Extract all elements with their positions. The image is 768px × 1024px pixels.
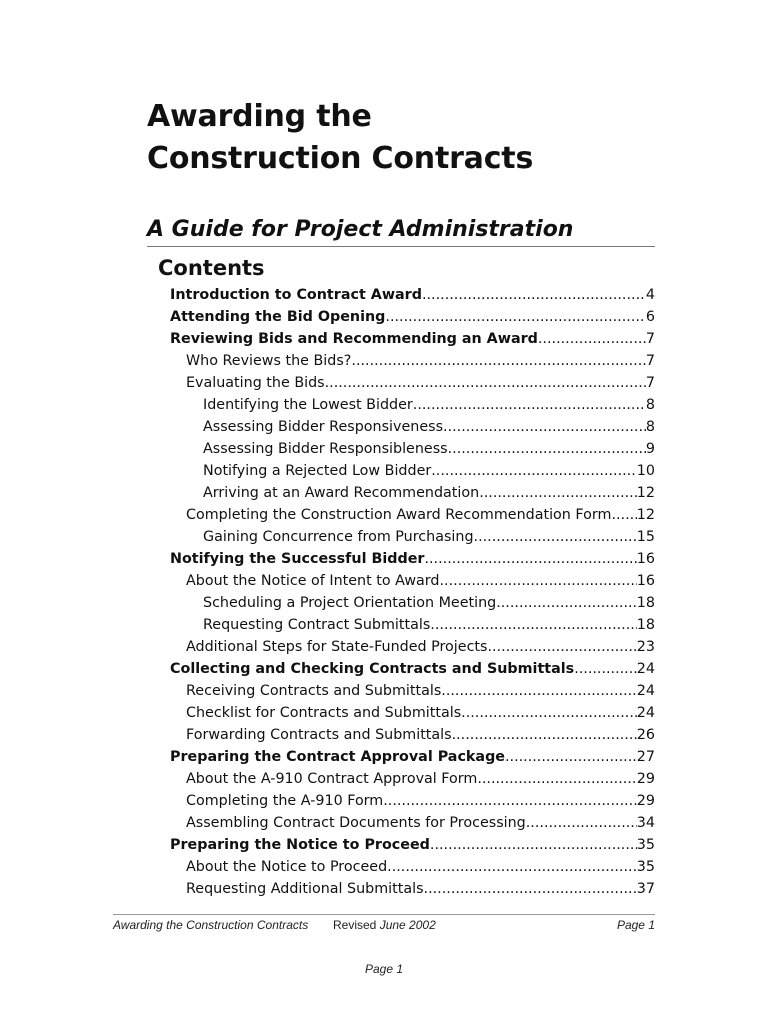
toc-dot-leader xyxy=(526,812,637,834)
toc-entry-page: 34 xyxy=(636,815,655,831)
toc-entry-line xyxy=(186,702,655,724)
toc-entry[interactable] xyxy=(0,724,768,746)
toc-entry-line xyxy=(186,856,655,878)
toc-dot-leader xyxy=(452,724,637,746)
toc-entry-label: Arriving at an Award Recommendation xyxy=(203,485,480,501)
toc-entry-label: About the Notice of Intent to Award xyxy=(186,573,440,589)
toc-entry-label: Completing the Construction Award Recommendation Form xyxy=(186,507,612,523)
toc-entry-page: 24 xyxy=(636,683,655,699)
document-title xyxy=(147,96,533,180)
toc-entry[interactable] xyxy=(0,768,768,790)
toc-entry-line xyxy=(203,394,655,416)
footer-revision xyxy=(333,916,436,934)
toc-entry-label: Additional Steps for State-Funded Projects xyxy=(186,639,488,655)
toc-dot-leader xyxy=(477,768,636,790)
toc-entry-line xyxy=(203,614,655,636)
toc-entry-line xyxy=(203,416,655,438)
toc-entry[interactable] xyxy=(0,548,768,570)
toc-entry-label: Attending the Bid Opening xyxy=(170,309,386,325)
toc-entry-line xyxy=(186,680,655,702)
toc-entry[interactable] xyxy=(0,790,768,812)
toc-entry-line xyxy=(170,548,655,570)
toc-entry-page: 6 xyxy=(645,309,655,325)
toc-entry[interactable] xyxy=(0,614,768,636)
toc-entry-page: 18 xyxy=(636,595,655,611)
toc-entry[interactable] xyxy=(0,482,768,504)
toc-dot-leader xyxy=(430,834,637,856)
toc-dot-leader xyxy=(538,328,646,350)
toc-entry-page: 9 xyxy=(645,441,655,457)
toc-dot-leader xyxy=(496,592,637,614)
toc-entry[interactable] xyxy=(0,284,768,306)
toc-entry[interactable] xyxy=(0,328,768,350)
toc-entry-label: Requesting Additional Submittals xyxy=(186,881,424,897)
toc-entry-page: 4 xyxy=(645,287,655,303)
toc-entry-page: 29 xyxy=(636,771,655,787)
toc-entry[interactable] xyxy=(0,856,768,878)
toc-dot-leader xyxy=(474,526,637,548)
toc-entry-page: 35 xyxy=(636,837,655,853)
toc-entry[interactable] xyxy=(0,878,768,900)
toc-entry-label: Assessing Bidder Responsibleness xyxy=(203,441,448,457)
toc-dot-leader xyxy=(431,460,637,482)
toc-dot-leader xyxy=(424,878,637,900)
toc-entry-page: 35 xyxy=(636,859,655,875)
toc-entry-label: Gaining Concurrence from Purchasing xyxy=(203,529,474,545)
toc-entry[interactable] xyxy=(0,504,768,526)
toc-entry[interactable] xyxy=(0,658,768,680)
toc-entry-line xyxy=(170,746,655,768)
toc-entry-label: Reviewing Bids and Recommending an Award xyxy=(170,331,538,347)
toc-entry-label: Receiving Contracts and Submittals xyxy=(186,683,442,699)
toc-entry-label: Notifying the Successful Bidder xyxy=(170,551,425,567)
toc-entry-label: Collecting and Checking Contracts and Submittals xyxy=(170,661,575,677)
toc-entry-line xyxy=(203,592,655,614)
toc-entry-page: 8 xyxy=(645,397,655,413)
toc-entry-line xyxy=(186,350,655,372)
toc-entry-page: 24 xyxy=(636,661,655,677)
toc-entry-label: Preparing the Notice to Proceed xyxy=(170,837,430,853)
toc-dot-leader xyxy=(479,482,637,504)
toc-entry-page: 16 xyxy=(636,551,655,567)
toc-dot-leader xyxy=(448,438,646,460)
toc-entry-page: 7 xyxy=(645,353,655,369)
toc-entry-page: 8 xyxy=(645,419,655,435)
footer-revised-date: June 2002 xyxy=(379,918,436,932)
toc-dot-leader xyxy=(441,680,637,702)
toc-entry[interactable] xyxy=(0,834,768,856)
toc-entry[interactable] xyxy=(0,570,768,592)
toc-dot-leader xyxy=(574,658,637,680)
toc-entry-label: Evaluating the Bids xyxy=(186,375,325,391)
toc-dot-leader xyxy=(422,284,646,306)
toc-entry[interactable] xyxy=(0,460,768,482)
toc-dot-leader xyxy=(387,856,637,878)
toc-entry-line xyxy=(186,570,655,592)
toc-dot-leader xyxy=(461,702,637,724)
table-of-contents xyxy=(0,284,768,900)
toc-entry[interactable] xyxy=(0,592,768,614)
toc-entry-line xyxy=(170,834,655,856)
toc-entry-page: 18 xyxy=(636,617,655,633)
toc-dot-leader xyxy=(383,790,637,812)
toc-entry[interactable] xyxy=(0,350,768,372)
toc-entry-page: 15 xyxy=(636,529,655,545)
toc-entry-page: 12 xyxy=(636,485,655,501)
toc-dot-leader xyxy=(505,746,637,768)
toc-entry-line xyxy=(203,460,655,482)
bottom-page-number: Page 1 xyxy=(364,962,404,976)
toc-entry-line xyxy=(170,328,655,350)
footer-doc-title: Awarding the Construction Contracts xyxy=(113,918,309,932)
toc-entry-page: 16 xyxy=(636,573,655,589)
subtitle-divider xyxy=(147,246,655,247)
toc-dot-leader xyxy=(424,548,636,570)
toc-entry[interactable] xyxy=(0,394,768,416)
toc-entry-line xyxy=(170,306,655,328)
toc-dot-leader xyxy=(487,636,636,658)
toc-entry-page: 10 xyxy=(636,463,655,479)
toc-entry-label: Assembling Contract Documents for Processing xyxy=(186,815,526,831)
toc-entry[interactable] xyxy=(0,702,768,724)
toc-entry-label: Checklist for Contracts and Submittals xyxy=(186,705,462,721)
toc-entry[interactable] xyxy=(0,746,768,768)
footer-page-number: Page 1 xyxy=(616,918,655,932)
toc-entry-line xyxy=(170,284,655,306)
toc-entry[interactable] xyxy=(0,812,768,834)
contents-heading: Contents xyxy=(158,256,265,280)
toc-entry-page: 27 xyxy=(636,749,655,765)
toc-dot-leader xyxy=(440,570,637,592)
toc-dot-leader xyxy=(351,350,645,372)
toc-entry-line xyxy=(203,526,655,548)
toc-entry-label: Completing the A-910 Form xyxy=(186,793,384,809)
title-line-2: Construction Contracts xyxy=(147,141,534,176)
toc-entry-line xyxy=(203,482,655,504)
toc-entry[interactable] xyxy=(0,636,768,658)
toc-entry[interactable] xyxy=(0,438,768,460)
footer-divider xyxy=(113,914,655,915)
toc-entry-label: Scheduling a Project Orientation Meeting xyxy=(203,595,497,611)
toc-entry-page: 12 xyxy=(636,507,655,523)
toc-entry[interactable] xyxy=(0,680,768,702)
toc-entry-line xyxy=(186,636,655,658)
toc-entry-line xyxy=(186,504,655,526)
toc-entry[interactable] xyxy=(0,416,768,438)
toc-entry-page: 24 xyxy=(636,705,655,721)
toc-entry-label: Preparing the Contract Approval Package xyxy=(170,749,505,765)
toc-entry-label: About the Notice to Proceed xyxy=(186,859,388,875)
toc-entry-page: 29 xyxy=(636,793,655,809)
toc-entry-label: Introduction to Contract Award xyxy=(170,287,422,303)
toc-dot-leader xyxy=(611,504,636,526)
toc-entry-page: 7 xyxy=(645,375,655,391)
toc-entry-line xyxy=(186,878,655,900)
page-footer xyxy=(113,916,655,934)
toc-dot-leader xyxy=(443,416,646,438)
toc-entry-line xyxy=(186,724,655,746)
toc-entry-line xyxy=(186,768,655,790)
toc-entry-label: Forwarding Contracts and Submittals xyxy=(186,727,452,743)
footer-revised-label: Revised xyxy=(333,918,377,932)
toc-entry-page: 26 xyxy=(636,727,655,743)
toc-entry-label: Who Reviews the Bids? xyxy=(186,353,352,369)
toc-entry-line xyxy=(186,790,655,812)
toc-entry-label: Assessing Bidder Responsiveness xyxy=(203,419,444,435)
toc-entry-page: 37 xyxy=(636,881,655,897)
toc-entry-line xyxy=(186,812,655,834)
toc-entry[interactable] xyxy=(0,306,768,328)
document-subtitle: A Guide for Project Administration xyxy=(147,217,574,242)
toc-entry-line xyxy=(186,372,655,394)
toc-entry-line xyxy=(170,658,655,680)
toc-entry-label: Notifying a Rejected Low Bidder xyxy=(203,463,432,479)
title-line-1: Awarding the xyxy=(147,99,372,134)
toc-entry[interactable] xyxy=(0,526,768,548)
toc-entry-label: Identifying the Lowest Bidder xyxy=(203,397,413,413)
toc-entry[interactable] xyxy=(0,372,768,394)
toc-entry-label: Requesting Contract Submittals xyxy=(203,617,431,633)
toc-dot-leader xyxy=(413,394,646,416)
toc-dot-leader xyxy=(325,372,646,394)
toc-dot-leader xyxy=(430,614,637,636)
toc-entry-label: About the A-910 Contract Approval Form xyxy=(186,771,478,787)
toc-entry-page: 23 xyxy=(636,639,655,655)
toc-dot-leader xyxy=(385,306,645,328)
toc-entry-line xyxy=(203,438,655,460)
toc-entry-page: 7 xyxy=(645,331,655,347)
